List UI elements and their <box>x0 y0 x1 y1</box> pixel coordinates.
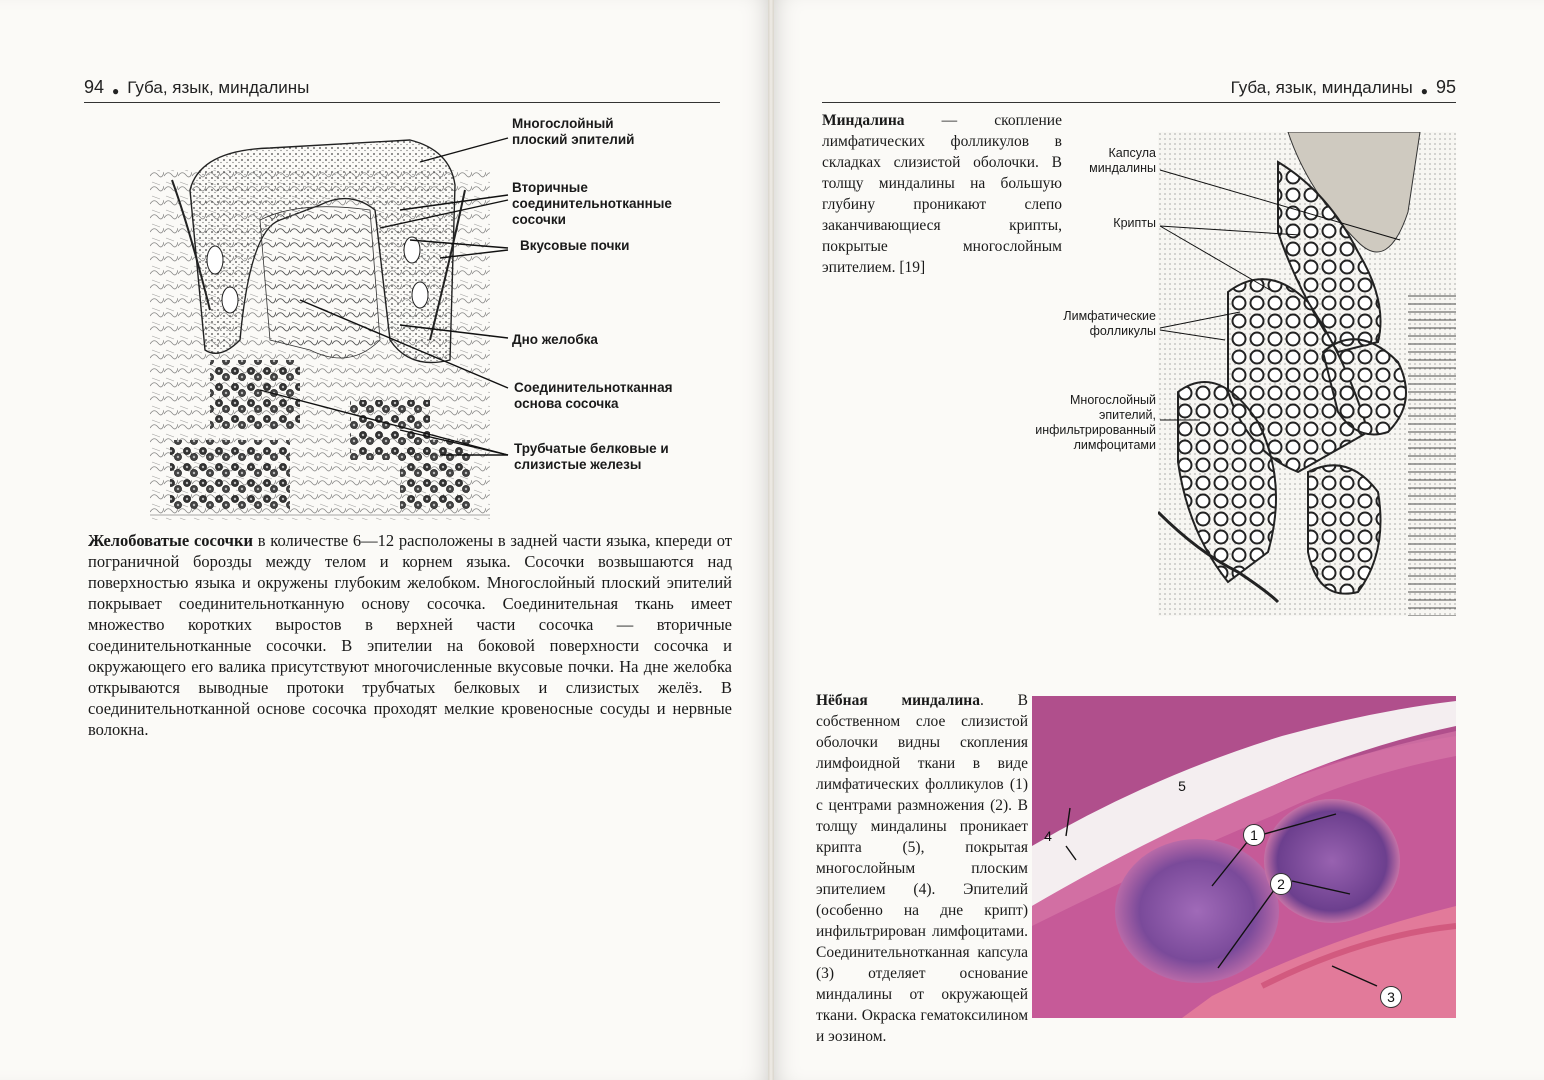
papilla-illustration <box>150 110 490 520</box>
left-body-paragraph <box>88 530 732 740</box>
label-stratified-epithelium: Многослойный плоский эпителий <box>512 116 635 147</box>
label-infiltrated-epithelium: Многослойный эпителий, инфильтрированный лимфоцитами <box>1035 393 1156 452</box>
label-crypts: Крипты <box>1113 216 1156 230</box>
tonsil-text: — скопление лимфатических фолликулов в складках слизистой оболочки. В толщу миндалины на большую глубину проникают слепо заканчивающиеся крипты, покрытые многослойным эпителием. [19] <box>822 112 1062 276</box>
right-running-head <box>822 72 1456 103</box>
label-taste-buds: Вкусовые почки <box>520 238 630 253</box>
tonsil-term: Миндалина <box>822 112 905 129</box>
label-papilla-core: Соединительнотканная основа сосочка <box>514 380 673 411</box>
right-running-title: Губа, язык, миндалины <box>1230 78 1413 97</box>
photo-label-germinal-center: 2 <box>1270 873 1292 895</box>
left-running-title: Губа, язык, миндалины <box>127 78 310 97</box>
label-tonsil-capsule: Капсула миндалины <box>1089 146 1156 175</box>
palatine-text: . В собственном слое слизистой оболочки видны скопления лимфоидной ткани в виде лимфатических фолликулов (1) с центрами размножения (2). В толщу миндалины проникает крипта (5), покрытая многослойным плоским эпителием (4). Эпителий (особенно на дне крипт) инфильтрирован лимфоцитами. Соединительнотканная капсула (3) отделяет основание миндалины от окружающей ткани. Окраска гематоксилином и эозином. <box>816 692 1028 1045</box>
palatine-term: Нёбная миндалина <box>816 692 980 709</box>
photo-label-crypt: 5 <box>1178 778 1186 794</box>
photo-label-epithelium: 4 <box>1044 828 1052 844</box>
label-secondary-papillae: Вторичные соединительнотканные сосочки <box>512 180 672 227</box>
tonsil-illustration <box>1158 132 1456 616</box>
palatine-tonsil-description <box>816 690 1028 1047</box>
body-term-papillae: Желобоватые сосочки <box>88 531 254 550</box>
bullet-icon: ● <box>1420 84 1428 98</box>
bullet-icon: ● <box>112 84 120 98</box>
label-groove-bottom: Дно желобка <box>512 332 598 347</box>
book-gutter <box>768 0 774 1080</box>
label-lymph-follicles: Лимфатические фолликулы <box>1063 309 1156 338</box>
left-page-number: 94 <box>84 77 105 97</box>
left-running-head <box>84 72 720 103</box>
tonsil-description <box>822 110 1062 278</box>
label-glands: Трубчатые белковые и слизистые железы <box>514 441 669 472</box>
photo-label-capsule: 3 <box>1380 986 1402 1008</box>
right-page-number: 95 <box>1435 77 1456 97</box>
body-text-papillae: в количестве 6—12 расположены в задней части языка, кпереди от пограничной борозды между телом и корнем языка. Сосочки возвышаются над поверхностью языка и окружены глубоким желобком. Многослойный плоский эпителий покрывает соединительнотканную основу сосочка. Соединительная ткань имеет множество коротких выростов в верхней части сосочка — вторичные соединительнотканные сосочки. В эпителии на боковой поверхности сосочка и окружающего его валика присутствуют многочисленные вкусовые почки. На дне желобка открываются выводные протоки трубчатых белковых и слизистых желёз. В соединительнотканной основе сосочка проходят мелкие кровеносные сосуды и нервные волокна. <box>88 531 732 739</box>
photo-label-follicle: 1 <box>1243 824 1265 846</box>
histology-photo <box>1032 696 1456 1018</box>
